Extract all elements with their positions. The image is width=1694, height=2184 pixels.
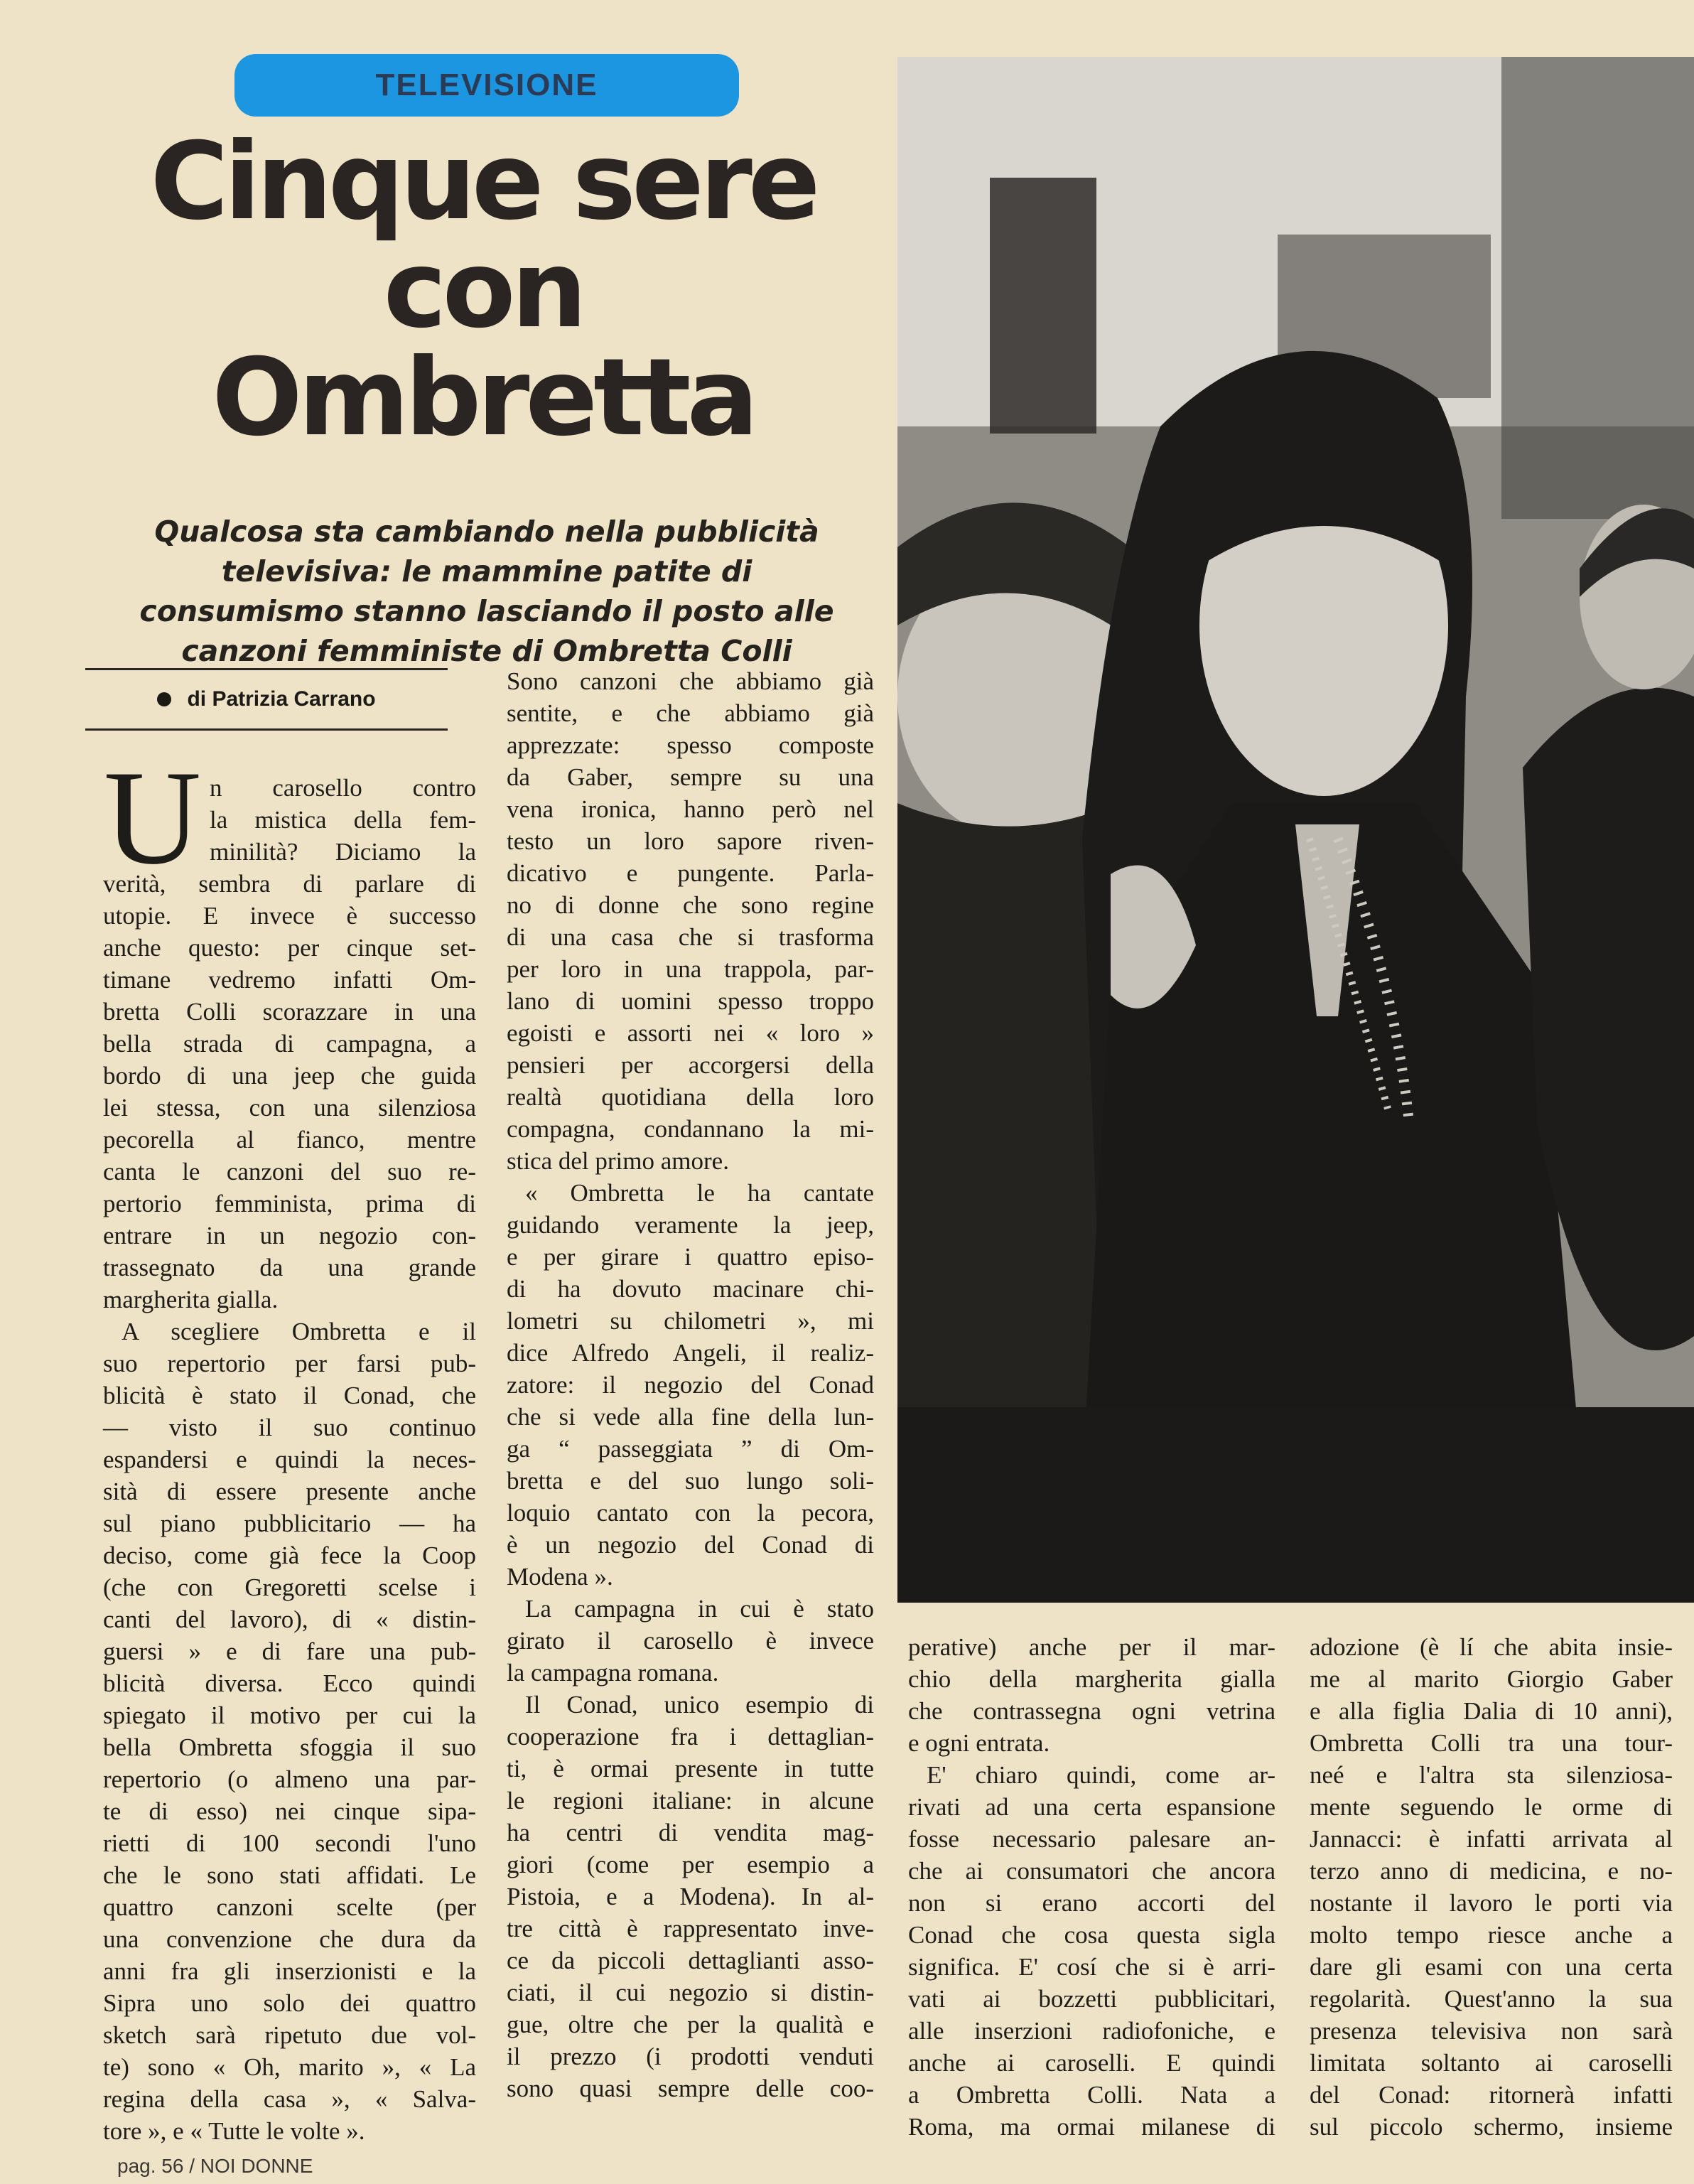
text-line: Modena ». [507,1563,613,1591]
headline-line: Cinque sere [150,120,816,244]
text-line: presenza televisiva non sarà [1310,2017,1673,2045]
text-line: pensieri per accorgersi della [507,1051,874,1079]
text-line: no di donne che sono regine [507,891,874,919]
bullet-icon [157,692,171,706]
text-line: realtà quotidiana della loro [507,1083,874,1111]
text-line: ti, è ormai presente in tutte [507,1755,874,1782]
text-line: fosse necessario palesare an- [908,1825,1275,1853]
text-line: pecorella al fianco, mentre [103,1126,476,1153]
text-line: tore », e « Tutte le volte ». [103,2117,365,2145]
text-line: La campagna in cui è stato [525,1595,874,1623]
text-line: Pistoia, e a Modena). In al- [507,1883,874,1910]
text-line: ga “ passeggiata ” di Om- [507,1435,874,1463]
standfirst-line: canzoni femministe di Ombretta Colli [181,634,792,668]
text-line: che ai consumatori che ancora [908,1857,1275,1885]
text-line: deciso, come già fece la Coop [103,1542,476,1569]
text-line: che contrassegna ogni vetrina [908,1697,1275,1725]
text-line: molto tempo riesce anche a [1310,1921,1673,1949]
text-line: te) sono « Oh, marito », « La [103,2053,476,2081]
text-line: sketch sarà ripetuto due vol- [103,2021,476,2049]
text-line: nostante il lavoro le porti via [1310,1889,1673,1917]
standfirst-line: televisiva: le mammine patite di [221,554,752,588]
article-column-1 [103,772,476,2147]
text-line: è un negozio del Conad di [507,1531,874,1559]
text-line: margherita gialla. [103,1286,279,1313]
text-line: sul piccolo schermo, insieme [1310,2113,1673,2141]
drop-cap: U [104,743,202,893]
text-line: timane vedremo infatti Om- [103,966,476,994]
text-line: me al marito Giorgio Gaber [1310,1665,1673,1693]
text-line: Sono canzoni che abbiamo già [507,667,874,695]
headline-line: Ombretta [212,336,755,460]
text-line: sità di essere presente anche [103,1478,476,1505]
text-line: stica del primo amore. [507,1147,729,1175]
text-line: zatore: il negozio del Conad [507,1371,874,1399]
text-line: canta le canzoni del suo re- [103,1158,476,1185]
text-line: regina della casa », « Salva- [103,2085,476,2113]
text-line: spiegato il motivo per cui la [103,1701,476,1729]
text-line: rietti di 100 secondi l'uno [103,1829,476,1857]
headline [114,120,853,460]
text-line: repertorio (o almeno una par- [103,1765,476,1793]
text-line: girato il carosello è invece [507,1627,874,1655]
text-line: entrare in un negozio con- [103,1222,476,1249]
text-line: A scegliere Ombretta e il [122,1318,476,1345]
text-line: minilità? Diciamo la [210,838,476,866]
text-line: utopie. E invece è successo [103,902,476,930]
text-line: blicità è stato il Conad, che [103,1382,476,1409]
text-line: bretta e del suo lungo soli- [507,1467,874,1495]
text-line: rivati ad una certa espansione [908,1793,1275,1821]
text-line: di una casa che si trasforma [507,923,874,951]
text-line: a Ombretta Colli. Nata a [908,2081,1275,2109]
text-line: e ogni entrata. [908,1729,1050,1757]
standfirst [99,512,874,671]
text-line: egoisti e assorti nei « loro » [507,1019,874,1047]
article-column-4 [1310,1631,1673,2143]
text-line: regolarità. Quest'anno la sua [1310,1985,1673,2013]
text-line: sentite, e che abbiamo già [507,699,874,727]
text-line: e alla figlia Dalia di 10 anni), [1310,1697,1673,1725]
text-line: adozione (è lí che abita insie- [1310,1633,1673,1661]
text-line: non si erano accorti del [908,1889,1275,1917]
text-line: lometri su chilometri », mi [507,1307,874,1335]
text-line: canti del lavoro), di « distin- [103,1605,476,1633]
text-line: ha centri di vendita mag- [507,1819,874,1846]
text-line: significa. E' cosí che si è arri- [908,1953,1275,1981]
text-line: del Conad: ritornerà infatti [1310,2081,1673,2109]
byline-author: di Patrizia Carrano [187,687,376,711]
text-line: che le sono stati affidati. Le [103,1861,476,1889]
text-line: « Ombretta le ha cantate [525,1179,874,1207]
text-line: perative) anche per il mar- [908,1633,1275,1661]
text-line: anni fra gli inserzionisti e la [103,1957,476,1985]
text-line: di ha dovuto macinare chi- [507,1275,874,1303]
text-line: quattro canzoni scelte (per [103,1893,476,1921]
text-line: Conad che cosa questa sigla [908,1921,1275,1949]
text-line: sul piano pubblicitario — ha [103,1510,476,1537]
text-line: sono quasi sempre delle coo- [507,2075,874,2102]
text-line: blicità diversa. Ecco quindi [103,1669,476,1697]
text-line: dare gli esami con una certa [1310,1953,1673,1981]
text-line: anche questo: per cinque set- [103,934,476,962]
text-line: e per girare i quattro episo- [507,1243,874,1271]
text-line: giori (come per esempio a [507,1851,874,1878]
text-line: neé e l'altra sta silenziosa- [1310,1761,1673,1789]
text-line: (che con Gregoretti scelse i [103,1574,476,1601]
standfirst-line: consumismo stanno lasciando il posto alle [139,594,834,628]
article-column-2 [507,665,874,2104]
text-line: da Gaber, sempre su una [507,763,874,791]
text-line: — visto il suo continuo [103,1414,476,1441]
text-line: una convenzione che dura da [103,1925,476,1953]
text-line: Sipra uno solo dei quattro [103,1989,476,2017]
text-line: Jannacci: è infatti arrivata al [1310,1825,1673,1853]
text-line: testo un loro sapore riven- [507,827,874,855]
text-line: terzo anno di medicina, e no- [1310,1857,1673,1885]
text-line: pertorio femminista, prima di [103,1190,476,1217]
text-line: mente seguendo le orme di [1310,1793,1673,1821]
text-line: per loro in una trappola, par- [507,955,874,983]
text-line: vati ai bozzetti pubblicitari, [908,1985,1275,2013]
text-line: le regioni italiane: in alcune [507,1787,874,1814]
text-line: anche ai caroselli. E quindi [908,2049,1275,2077]
text-line: dice Alfredo Angeli, il realiz- [507,1339,874,1367]
text-line: lei stessa, con una silenziosa [103,1094,476,1121]
text-line: dicativo e pungente. Parla- [507,859,874,887]
text-line: cooperazione fra i dettaglian- [507,1723,874,1750]
text-line: Ombretta Colli tra una tour- [1310,1729,1673,1757]
text-line: te di esso) nei cinque sipa- [103,1797,476,1825]
page-footer: pag. 56 / NOI DONNE [117,2155,313,2177]
standfirst-line: Qualcosa sta cambiando nella pubblicità [154,515,819,549]
text-line: bella strada di campagna, a [103,1030,476,1058]
section-kicker-label: TELEVISIONE [375,68,598,102]
photo-illustration [897,57,1694,1603]
text-line: E' chiaro quindi, come ar- [927,1761,1275,1789]
text-line: limitata soltanto ai caroselli [1310,2049,1673,2077]
text-line: bordo di una jeep che guida [103,1062,476,1090]
text-line: Roma, ma ormai milanese di [908,2113,1275,2141]
text-line: lano di uomini spesso troppo [507,987,874,1015]
text-line: compagna, condannano la mi- [507,1115,874,1143]
portrait-photo [897,57,1694,1603]
text-line: il prezzo (i prodotti venduti [507,2043,874,2070]
text-line: bella Ombretta sfoggia il suo [103,1733,476,1761]
article-column-3 [908,1631,1275,2143]
text-line: trassegnato da una grande [103,1254,476,1281]
text-line: la mistica della fem- [210,806,476,834]
text-line: chio della margherita gialla [908,1665,1275,1693]
text-line: loquio cantato con la pecora, [507,1499,874,1527]
section-kicker [234,54,739,117]
headline-line: con [383,228,583,352]
text-line: guidando veramente la jeep, [507,1211,874,1239]
text-line: suo repertorio per farsi pub- [103,1350,476,1377]
text-line: Il Conad, unico esempio di [525,1691,874,1718]
text-line: alle inserzioni radiofoniche, e [908,2017,1275,2045]
text-line: n carosello contro [210,774,476,802]
text-line: ce da piccoli dettaglianti asso- [507,1947,874,1974]
text-line: vena ironica, hanno però nel [507,795,874,823]
text-line: verità, sembra di parlare di [103,870,476,898]
text-line: gue, oltre che per la qualità e [507,2011,874,2038]
text-line: che si vede alla fine della lun- [507,1403,874,1431]
text-line: apprezzate: spesso composte [507,731,874,759]
text-line: la campagna romana. [507,1659,719,1687]
text-line: espandersi e quindi la neces- [103,1446,476,1473]
text-line: bretta Colli scorazzare in una [103,998,476,1026]
byline [85,668,448,731]
text-line: tre città è rappresentato inve- [507,1915,874,1942]
text-line: ciati, il cui negozio si distin- [507,1979,874,2006]
text-line: guersi » e di fare una pub- [103,1637,476,1665]
